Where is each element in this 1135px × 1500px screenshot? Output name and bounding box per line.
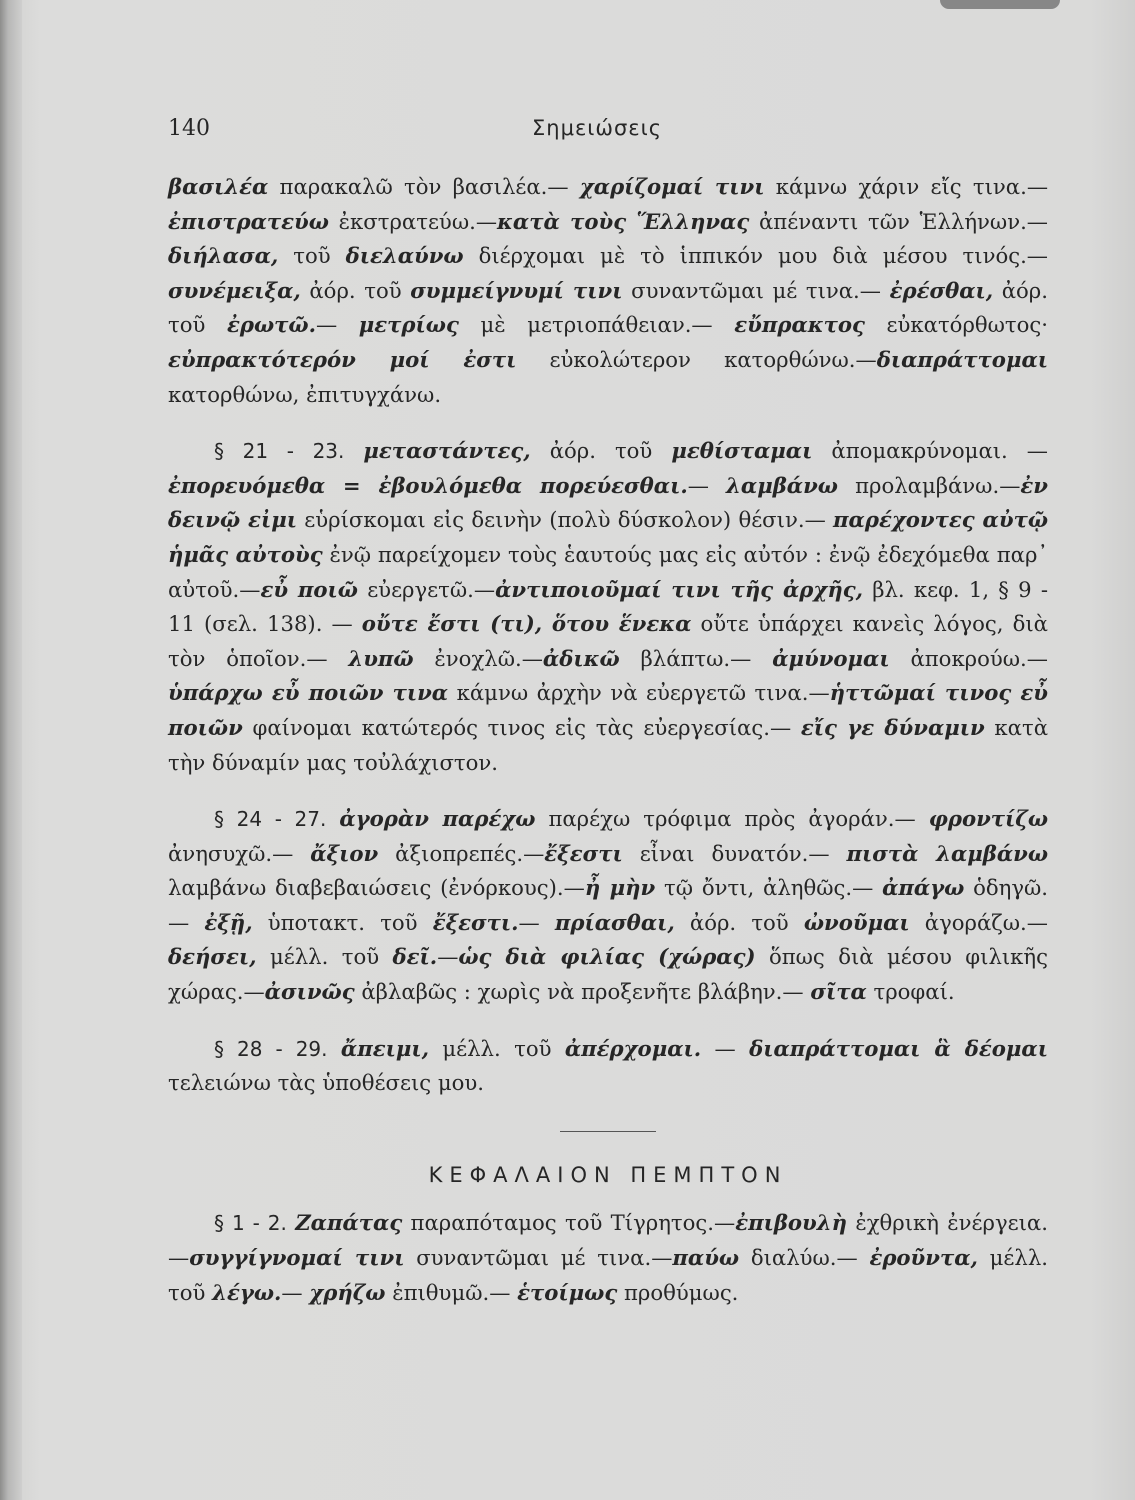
gloss: διαλύω.— <box>739 1245 870 1271</box>
gloss: ἀόρ. τοῦ <box>168 277 1048 338</box>
lemma: Ζαπάτας <box>295 1210 403 1236</box>
gloss: λαμβάνω διαβεβαιώσεις (ἐνόρκους).— <box>168 875 585 901</box>
lemma: ἐρωτῶ. <box>227 312 316 338</box>
paragraph-21-23 <box>168 434 1048 780</box>
gloss: ἀνησυχῶ.— <box>168 840 311 866</box>
gloss <box>326 806 339 831</box>
gloss: εὐεργετῶ.— <box>357 576 496 602</box>
gloss: τοῦ <box>278 243 346 269</box>
scan-mark <box>940 0 1060 9</box>
notes-body <box>168 170 1048 1310</box>
gloss: τροφαί. <box>866 979 955 1005</box>
lemma: λέγω. <box>212 1279 282 1305</box>
gloss: συναντῶμαι μέ τινα.— <box>622 277 890 303</box>
lemma: ἀμύνομαι <box>772 645 890 671</box>
lemma: ὡς διὰ φιλίας (χώρας) <box>458 944 756 970</box>
gloss: παρέχω τρόφιμα πρὸς ἀγοράν.— <box>535 806 929 832</box>
chapter-title: ΚΕΦΑΛΑΙΟΝ ΠΕΜΠΤΟΝ <box>428 1162 788 1187</box>
lemma: ἑτοίμως <box>517 1279 618 1305</box>
lemma: παύω <box>672 1245 740 1271</box>
lemma: εὔπρακτος <box>734 312 865 338</box>
gloss: ἀξιοπρεπές.— <box>378 840 545 866</box>
gloss: ἀόρ. τοῦ <box>300 277 411 303</box>
gloss: ἐπιθυμῶ.— <box>385 1279 518 1305</box>
paragraph-28-29 <box>168 1032 1048 1101</box>
lemma: συνέμειξα, <box>168 277 301 303</box>
lemma: χρήζω <box>309 1279 386 1305</box>
page-header <box>0 116 1135 156</box>
lemma: διαπράττομαι ἃ δέομαι <box>749 1035 1048 1061</box>
lemma: ἐπιστρατεύω <box>168 208 329 234</box>
gloss: μέλλ. τοῦ <box>256 944 393 970</box>
gloss: ἀπομακρύνομαι. — <box>812 438 1048 464</box>
lemma: δεήσει, <box>168 944 257 970</box>
running-head: Σημειώσεις <box>532 116 663 140</box>
lemma: εὐπρακτότερόν μοί ἐστι <box>168 346 517 372</box>
gloss: ἐνοχλῶ.— <box>413 645 543 671</box>
gloss: ἀγοράζω.— <box>909 909 1048 935</box>
lemma: ὑπάρχω εὖ ποιῶν τινα <box>168 680 449 706</box>
gloss: ἀόρ. τοῦ <box>530 438 672 464</box>
gloss: βλ. κεφ. 1, § 9 - 11 (σελ. 138). — <box>168 576 1048 637</box>
gloss: κάμνω χάριν εἴς τινα.— <box>764 174 1049 199</box>
gloss: μέλλ. τοῦ <box>168 1245 1048 1305</box>
gloss: μέλλ. τοῦ <box>428 1035 565 1061</box>
gloss: — <box>437 944 459 970</box>
lemma: ἦ μὴν <box>584 875 656 901</box>
lemma: ἐξῇ, <box>204 909 253 935</box>
lemma: ἐρέσθαι, <box>889 277 994 303</box>
gloss <box>328 1036 341 1061</box>
lemma: μεθίσταμαι <box>671 438 813 464</box>
gloss: τῷ ὄντι, ἀληθῶς.— <box>655 875 883 901</box>
section-ref: § 1 - 2. <box>214 1211 287 1236</box>
gloss: κατὰ τὴν δύναμίν μας τοὐλάχιστον. <box>168 714 1049 775</box>
lemma: οὔτε ἔστι (τι), ὅτου ἕνεκα <box>361 611 692 637</box>
gloss: ὑποτακτ. τοῦ <box>252 909 433 935</box>
lemma: ἔξεστι. <box>432 909 519 935</box>
gloss: προλαμβάνω.— <box>837 472 1021 498</box>
lemma: λαμβάνω <box>726 472 838 498</box>
gloss: εὐκολώτερον κατορθώνω.— <box>516 346 877 372</box>
gloss: ἀόρ. τοῦ <box>674 909 804 935</box>
lemma: πρίασθαι, <box>554 909 675 935</box>
lemma: χαρίζομαί τινι <box>579 174 765 199</box>
paragraph-chapter5-1-2 <box>168 1206 1048 1310</box>
lemma: ἐπιβουλὴ <box>735 1210 847 1236</box>
lemma: διελαύνω <box>345 243 464 269</box>
gloss: διέρχομαι μὲ τὸ ἱππικόν μου διὰ μέσου τινός.— <box>463 243 1048 269</box>
page-number: 140 <box>168 116 210 141</box>
gloss: ἀποκρούω.— <box>889 645 1048 671</box>
section-ref: § 24 - 27. <box>214 807 327 832</box>
paragraph-continued <box>168 170 1048 412</box>
section-ref: § 21 - 23. <box>214 439 345 464</box>
lemma: σῖτα <box>810 979 867 1005</box>
lemma: παρέχοντες αὐτῷ ἡμᾶς αὐτοὺς <box>168 507 1048 567</box>
gloss: ἐκστρατεύω.— <box>328 208 498 234</box>
gloss: τελειώνω τὰς ὑποθέσεις μου. <box>168 1070 484 1096</box>
lemma: ἀπέρχομαι. <box>564 1035 702 1061</box>
gloss <box>344 438 363 463</box>
lemma: κατὰ τοὺς Ἕλληνας <box>497 208 750 234</box>
lemma: ἄξιον <box>310 840 379 866</box>
gloss: κάμνω ἀρχὴν νὰ εὐεργετῶ τινα.— <box>448 680 830 706</box>
gloss: βλάπτω.— <box>619 645 773 671</box>
lemma: λυπῶ <box>348 645 414 671</box>
gloss: εὑρίσκομαι εἰς δεινὴν (πολὺ δύσκολον) θέσιν.— <box>296 507 834 533</box>
lemma: δεῖ. <box>392 944 438 970</box>
gloss: — <box>701 1035 750 1061</box>
gloss: παρακαλῶ τὸν βασιλέα.— <box>268 174 580 199</box>
gloss: ἐνῷ παρείχομεν τοὺς ἑαυτούς μας εἰς αὐτόν : ἐνῷ ἐδεχόμεθα παρ᾽ αὐτοῦ.— <box>168 541 1048 602</box>
gloss: οὔτε ὑπάρχει κανεὶς λόγος, διὰ τὸν ὁποῖον.— <box>168 611 1048 671</box>
lemma: εἴς γε δύναμιν <box>800 714 985 740</box>
lemma: συμμείγνυμί τινι <box>410 277 623 303</box>
lemma: ἀγορὰν παρέχω <box>339 806 536 832</box>
lemma: μεταστάντες, <box>363 438 531 464</box>
lemma: συγγίγνομαί τινι <box>189 1245 405 1271</box>
gloss: ὅπως διὰ μέσου φιλικῆς χώρας.— <box>168 944 1048 1005</box>
gloss: εὐκατόρθωτος· <box>864 312 1049 338</box>
lemma: διήλασα, <box>168 243 279 269</box>
gloss: ἀπέναντι τῶν Ἑλλήνων.— <box>749 208 1048 234</box>
gloss: — <box>687 472 727 498</box>
lemma: διαπράττομαι <box>876 346 1049 372</box>
lemma: ἀδικῶ <box>542 645 620 671</box>
gloss <box>287 1210 295 1235</box>
section-ref: § 28 - 29. <box>214 1036 328 1061</box>
lemma: ἐροῦντα, <box>869 1245 978 1271</box>
gloss: συναντῶμαι μέ τινα.— <box>404 1245 673 1271</box>
lemma: πιστὰ λαμβάνω <box>846 840 1049 866</box>
gloss: — <box>315 312 359 338</box>
lemma: φροντίζω <box>928 806 1049 832</box>
lemma: ἄπειμι, <box>340 1035 429 1061</box>
lemma: ἐν δεινῷ εἰμι <box>168 472 1048 533</box>
section-divider <box>560 1131 656 1132</box>
gloss: — <box>518 909 555 935</box>
lemma: ἐπορευόμεθα = ἐβουλόμεθα πορεύεσθαι. <box>168 472 688 498</box>
gloss: εἶναι δυνατόν.— <box>622 840 847 866</box>
lemma: ὠνοῦμαι <box>803 909 910 935</box>
lemma: εὖ ποιῶ <box>260 576 358 602</box>
gloss: ἐχθρικὴ ἐνέργεια.— <box>168 1210 1048 1271</box>
gloss: φαίνομαι κατώτερός τινος εἰς τὰς εὐεργεσίας.— <box>242 714 801 740</box>
gloss: παραπόταμος τοῦ Τίγρητος.— <box>402 1210 736 1236</box>
lemma: ἀσινῶς <box>264 979 355 1005</box>
binding-shadow <box>0 0 22 1500</box>
gloss: μὲ μετριοπάθειαν.— <box>458 312 735 338</box>
gloss: κατορθώνω, ἐπιτυγχάνω. <box>168 381 442 407</box>
gloss: προθύμως. <box>617 1279 739 1305</box>
gloss: ὁδηγῶ.— <box>168 875 1049 935</box>
lemma: μετρίως <box>358 312 459 338</box>
lemma: ἡττῶμαί τινος εὖ ποιῶν <box>168 680 1048 740</box>
lemma: ἔξεστι <box>544 840 623 866</box>
gloss: ἀβλαβῶς : χωρὶς νὰ προξενῆτε βλάβην.— <box>354 979 811 1005</box>
lemma: ἀπάγω <box>882 875 965 901</box>
lemma: βασιλέα <box>168 174 269 199</box>
lemma: ἀντιποιοῦμαί τινι τῆς ἀρχῆς, <box>495 576 863 602</box>
paragraph-24-27 <box>168 802 1048 1010</box>
gloss: — <box>281 1279 310 1305</box>
